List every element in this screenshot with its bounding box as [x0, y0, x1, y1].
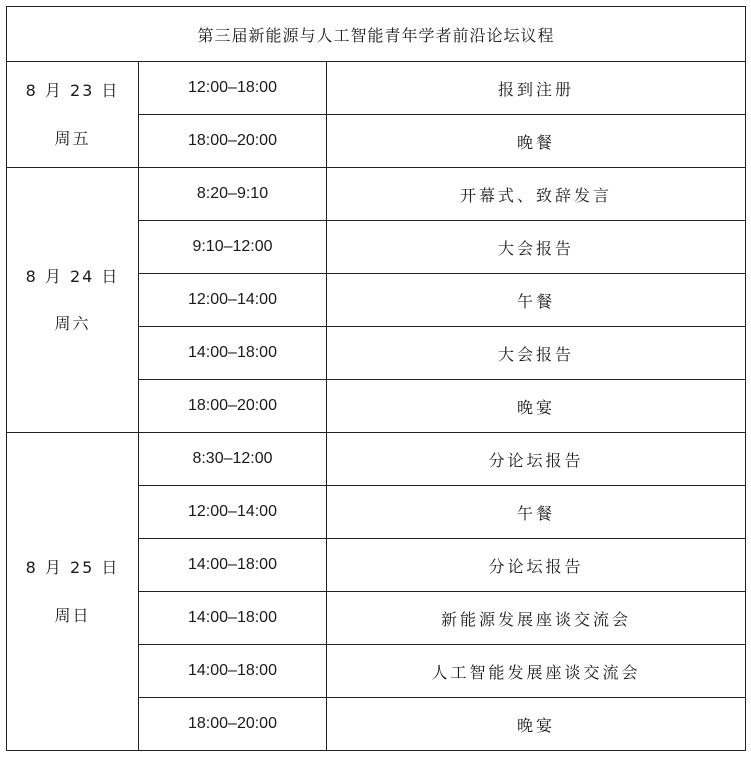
day-date: 8 月 23 日 — [25, 81, 120, 101]
session-time: 8:20–9:10 — [139, 168, 327, 221]
table-row — [7, 168, 746, 221]
day-cell — [7, 433, 139, 751]
session-event: 大会报告 — [327, 327, 746, 380]
agenda-table — [6, 6, 746, 751]
day-weekday: 周六 — [54, 314, 91, 333]
session-event: 晚宴 — [327, 698, 746, 751]
table-row — [7, 62, 746, 115]
session-event: 午餐 — [327, 274, 746, 327]
session-event: 开幕式、致辞发言 — [327, 168, 746, 221]
session-event: 新能源发展座谈交流会 — [327, 592, 746, 645]
session-time: 18:00–20:00 — [139, 115, 327, 168]
day-weekday: 周日 — [54, 605, 91, 625]
session-event: 晚宴 — [327, 380, 746, 433]
session-time: 14:00–18:00 — [139, 645, 327, 698]
session-time: 14:00–18:00 — [139, 327, 327, 380]
session-time: 18:00–20:00 — [139, 698, 327, 751]
session-event: 分论坛报告 — [327, 539, 746, 592]
session-time: 9:10–12:00 — [139, 221, 327, 274]
day-date: 8 月 24 日 — [25, 266, 120, 286]
day-cell — [7, 168, 139, 433]
day-cell — [7, 62, 139, 168]
session-event: 晚餐 — [327, 115, 746, 168]
agenda-document — [6, 6, 745, 760]
session-event: 分论坛报告 — [327, 433, 746, 486]
session-event: 大会报告 — [327, 221, 746, 274]
session-time: 8:30–12:00 — [139, 433, 327, 486]
title-row — [7, 7, 746, 62]
session-time: 18:00–20:00 — [139, 380, 327, 433]
session-time: 14:00–18:00 — [139, 539, 327, 592]
day-weekday: 周五 — [54, 128, 91, 148]
table-row — [7, 433, 746, 486]
session-event: 报到注册 — [327, 62, 746, 115]
session-time: 12:00–14:00 — [139, 274, 327, 327]
session-time: 14:00–18:00 — [139, 592, 327, 645]
session-event: 人工智能发展座谈交流会 — [327, 645, 746, 698]
agenda-title: 第三届新能源与人工智能青年学者前沿论坛议程 — [7, 7, 746, 62]
session-time: 12:00–18:00 — [139, 62, 327, 115]
session-event: 午餐 — [327, 486, 746, 539]
session-time: 12:00–14:00 — [139, 486, 327, 539]
day-date: 8 月 25 日 — [25, 558, 120, 578]
